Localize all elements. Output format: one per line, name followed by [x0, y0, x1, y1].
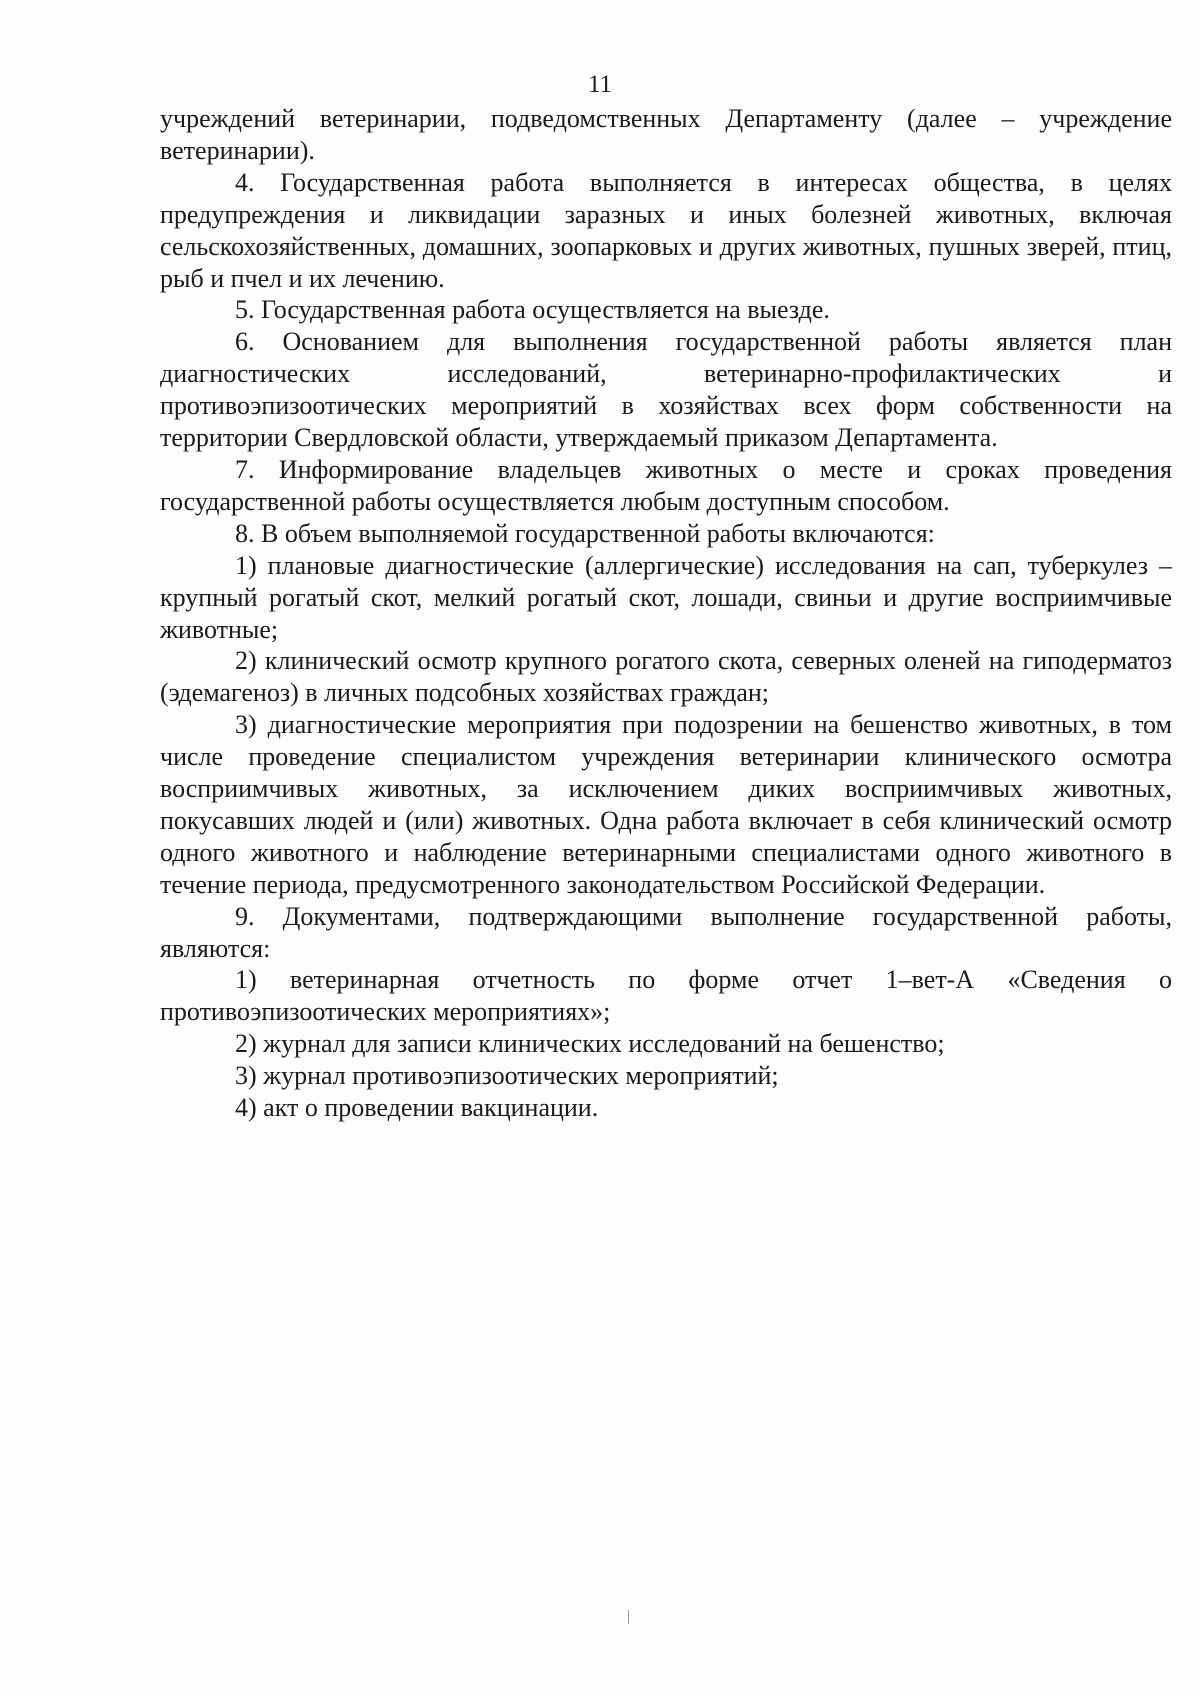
document-body: [160, 103, 1172, 1124]
page-number: 11: [587, 71, 613, 98]
paragraph-item-8: 8. В объем выполняемой государственной работы включаются:: [235, 518, 935, 548]
paragraph-item-6: 6. Основанием для выполнения государственной работы является план диагностических исследований, ветеринарно-профилактических и противоэпизоотических мероприятий в хозяйствах всех форм собственности на территории Свердловской области, утверждаемый приказом Департамента.: [160, 327, 1172, 453]
paragraph-item-5: 5. Государственная работа осуществляется на выезде.: [235, 295, 830, 325]
list-item-9-3: 3) журнал противоэпизоотических мероприятий;: [235, 1061, 779, 1091]
list-item-9-4: 4) акт о проведении вакцинации.: [235, 1093, 599, 1123]
scan-artifact-mark: [628, 1610, 629, 1624]
list-item-8-2: 2) клинический осмотр крупного рогатого скота, северных оленей на гиподерматоз (эдемагеноз) в личных подсобных хозяйствах граждан;: [160, 646, 1172, 708]
paragraph-item-9: 9. Документами, подтверждающими выполнение государственной работы, являются:: [160, 901, 1172, 963]
list-item-9-1: 1) ветеринарная отчетность по форме отчет 1–вет-А «Сведения о противоэпизоотических мероприятиях»;: [160, 965, 1172, 1027]
paragraph-continuation: учреждений ветеринарии, подведомственных Департаменту (далее – учреждение ветеринарии).: [160, 104, 1172, 165]
list-item-9-2: 2) журнал для записи клинических исследований на бешенство;: [235, 1029, 945, 1059]
paragraph-item-4: 4. Государственная работа выполняется в интересах общества, в целях предупреждения и ликвидации заразных и иных болезней животных, включая сельскохозяйственных, домашних, зоопарковых и других животных, пушных зверей, птиц, рыб и пчел и их лечению.: [160, 167, 1172, 293]
list-item-8-1: 1) плановые диагностические (аллергические) исследования на сап, туберкулез – крупный рогатый скот, мелкий рогатый скот, лошади, свиньи и другие восприимчивые животные;: [160, 550, 1172, 644]
list-item-8-3: 3) диагностические мероприятия при подозрении на бешенство животных, в том числе проведение специалистом учреждения ветеринарии клинического осмотра восприимчивых животных, за исключением диких восприимчивых животных, покусавших людей и (или) животных. Одна работа включает в себя клинический осмотр одного животного и наблюдение ветеринарными специалистами одного животного в течение периода, предусмотренного законодательством Российской Федерации.: [160, 710, 1172, 899]
paragraph-item-7: 7. Информирование владельцев животных о месте и сроках проведения государственной работы осуществляется любым доступным способом.: [160, 454, 1172, 516]
